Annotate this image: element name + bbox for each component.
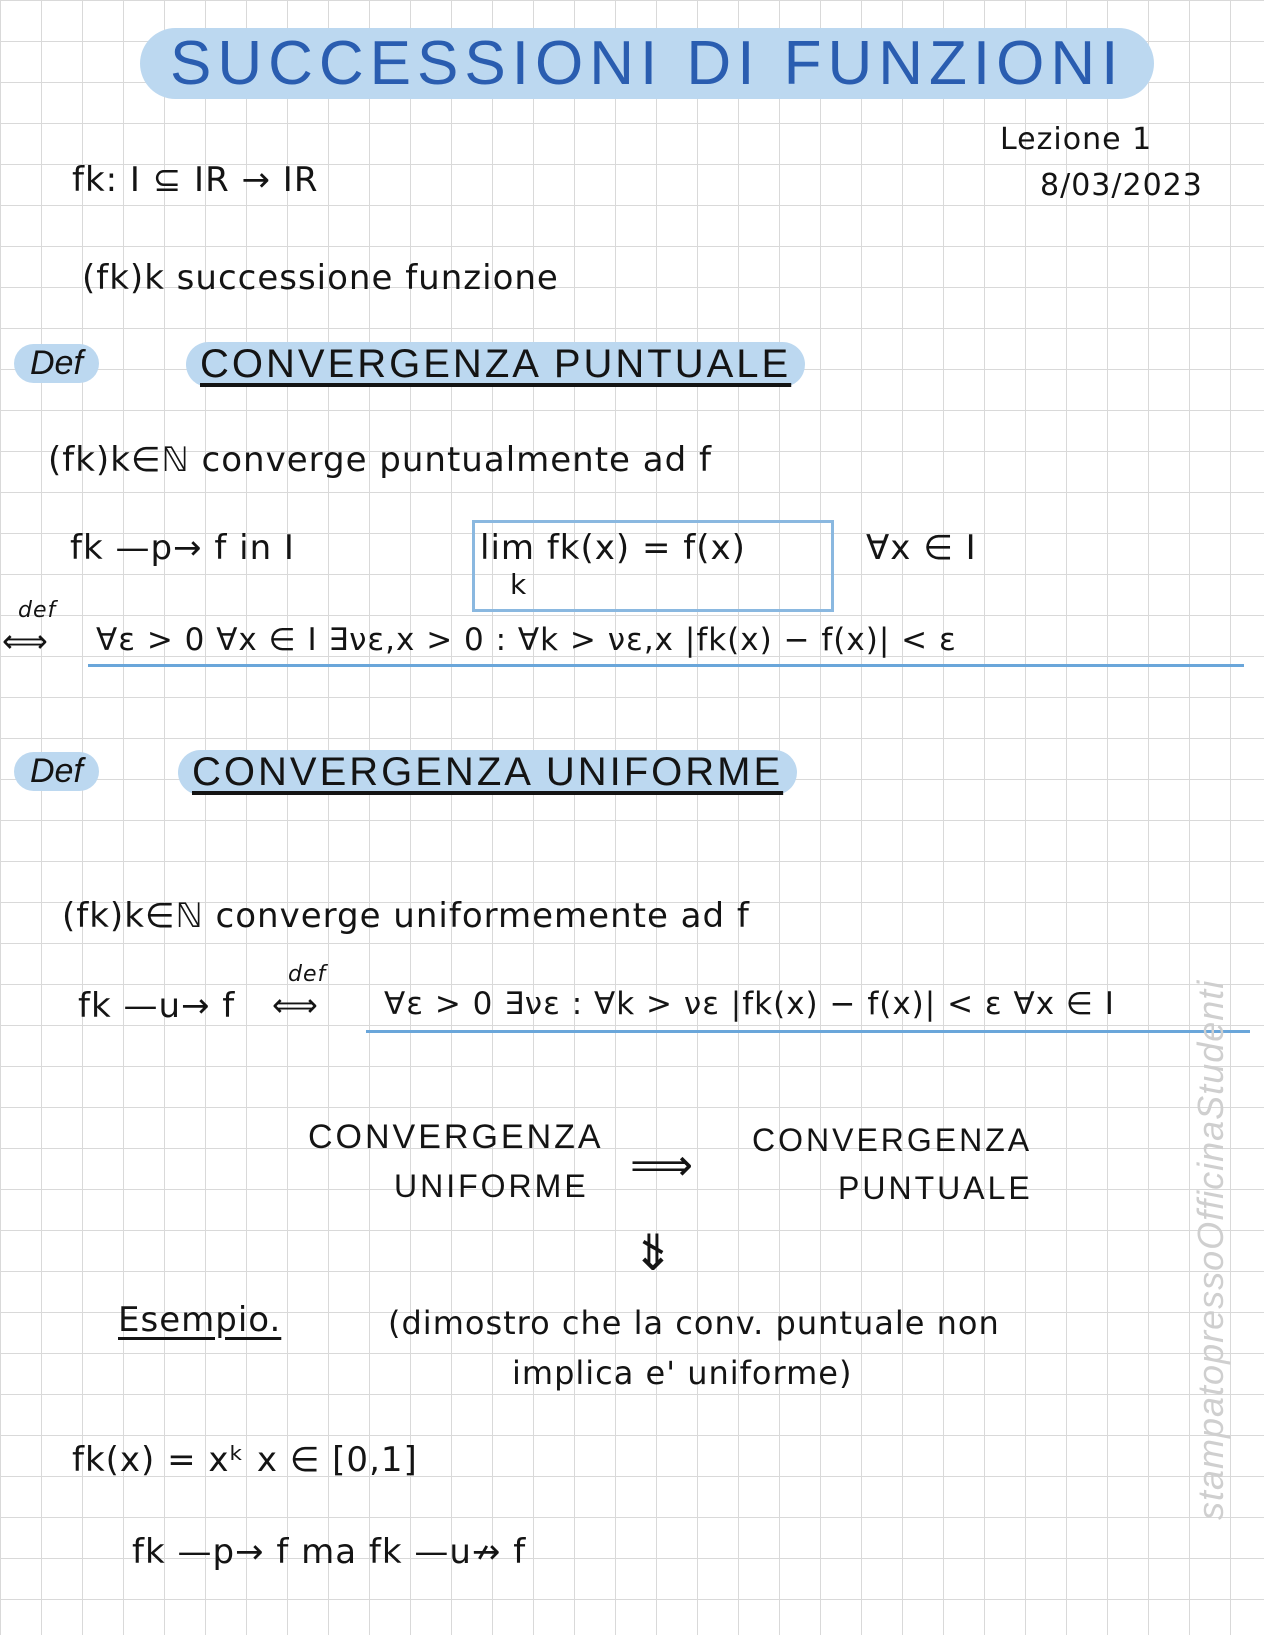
pointwise-notation: fk —p→ f in I	[70, 528, 295, 568]
pointwise-iff: ⟺	[2, 622, 49, 660]
uniform-condition-underline	[366, 1030, 1250, 1033]
pointwise-condition: ∀ε > 0 ∀x ∈ I ∃νε,x > 0 : ∀k > νε,x |fk(x) − f(x)| < ε	[96, 622, 957, 658]
def-label-uniform: Def	[14, 752, 99, 791]
pointwise-forall: ∀x ∈ I	[866, 528, 977, 568]
implication-right-line1: CONVERGENZA	[752, 1122, 1033, 1158]
watermark: stampatopressoOfficinaStudenti	[1190, 979, 1231, 1520]
implication-arrow: ⟹	[630, 1140, 695, 1191]
implication-not-back: ⇍	[622, 1229, 681, 1273]
example-conclusion: fk —p→ f ma fk —u↛ f	[132, 1532, 527, 1572]
lesson-label: Lezione 1	[1000, 122, 1153, 157]
example-note-line2: implica e' uniforme)	[512, 1354, 853, 1392]
example-note-line1: (dimostro che la conv. puntuale non	[388, 1304, 1000, 1342]
lesson-date: 8/03/2023	[1040, 168, 1203, 203]
uniform-statement: (fk)k∈ℕ converge uniformemente ad f	[62, 896, 750, 936]
uniform-notation: fk —u→ f	[78, 986, 236, 1026]
example-label: Esempio.	[118, 1300, 282, 1340]
pointwise-def-tag: def	[18, 598, 57, 623]
pointwise-condition-underline	[88, 664, 1244, 667]
page-title: SUCCESSIONI DI FUNZIONI	[140, 28, 1154, 99]
uniform-def-tag: def	[288, 962, 327, 987]
implication-left-line2: UNIFORME	[394, 1168, 589, 1204]
limit-expression: lim fk(x) = f(x)	[480, 528, 746, 568]
limit-subscript: k	[510, 568, 528, 601]
uniform-iff: ⟺	[272, 986, 319, 1024]
pointwise-statement: (fk)k∈ℕ converge puntualmente ad f	[48, 440, 712, 480]
heading-pointwise: CONVERGENZA PUNTUALE	[186, 342, 805, 387]
sequence-definition: (fk)k successione funzione	[82, 258, 559, 298]
heading-uniform: CONVERGENZA UNIFORME	[178, 750, 797, 795]
def-label-pointwise: Def	[14, 344, 99, 383]
example-function: fk(x) = xᵏ x ∈ [0,1]	[72, 1440, 418, 1480]
domain-mapping: fk: I ⊆ IR → IR	[72, 160, 319, 200]
implication-right-line2: PUNTUALE	[838, 1170, 1033, 1206]
uniform-condition: ∀ε > 0 ∃νε : ∀k > νε |fk(x) − f(x)| < ε ∀x ∈ I	[384, 986, 1115, 1022]
implication-left-line1: CONVERGENZA	[308, 1118, 604, 1156]
